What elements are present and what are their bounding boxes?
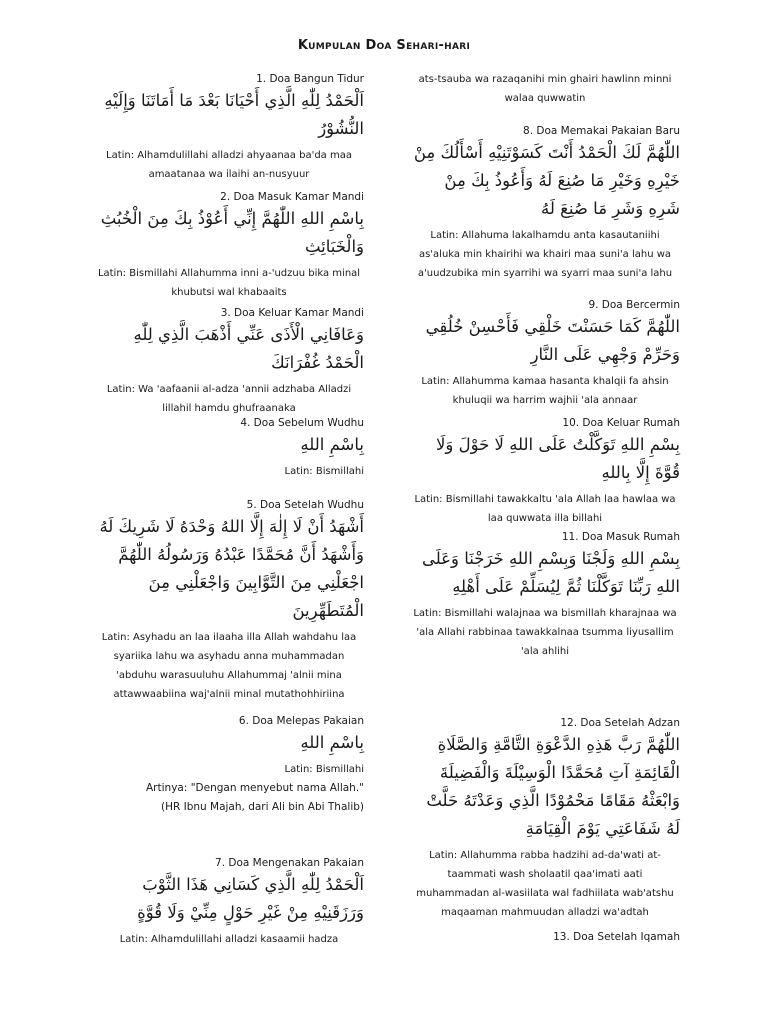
doa-latin: Latin: Bismillahi Allahumma inni a-'udzuu bika minal khubutsi wal khabaaits — [97, 268, 361, 298]
doa-heading: 3. Doa Keluar Kamar Mandi — [220, 307, 364, 319]
doa-latin: Latin: Allahumma rabba hadzihi ad-da'wati at-taammati wash sholaatil qaa'imati aati muhammadan al-wasiilata wal fadhiilata wab'atshu maqaaman mahmuudan alladzi wa'adtah — [416, 850, 674, 918]
doa-arabic: بِسْمِ اللهِ وَلَجْنَا وَبِسْمِ اللهِ خَرَجْنَا وَعَلَى اللهِ رَبِّنَا تَوَكَّلْنَا ثُمَّ لِيُسَلِّمْ عَلَى أَهْلِهِ — [421, 549, 680, 596]
doa-entry-13 — [410, 930, 680, 944]
doa-entry-4 — [94, 416, 364, 481]
doa-heading: 13. Doa Setelah Iqamah — [553, 931, 680, 943]
doa-arabic: اللّٰهُمَّ رَبَّ هَذِهِ الدَّعْوَةِ التَّامَّةِ وَالصَّلَاةِ الْقَائِمَةِ آتِ مُحَمَّدًا الْوَسِيْلَةَ وَالْفَضِيلَةَ وَابْعَثْهُ مَقَامًا مَحْمُوْدًا الَّذِي وَعَدْتَهُ حَلَّتْ لَهُ شَفَاعَتِي يَوْمَ الْقِيَامَةِ — [426, 735, 680, 838]
doa-arabic: بِاسْمِ اللهِ اللّٰهُمَّ إِنِّي أَعُوْذُ بِكَ مِنَ الْخُبُثِ وَالْخَبَائِثِ — [100, 209, 364, 256]
doa-entry-3 — [94, 306, 364, 418]
doa-latin: Latin: Alhamdulillahi alladzi ahyaanaa ba'da maa amaatanaa wa ilaihi an-nusyuur — [106, 150, 352, 180]
doa-entry-6 — [94, 714, 364, 817]
doa-heading: 6. Doa Melepas Pakaian — [238, 715, 364, 727]
doa-latin: Latin: Bismillahi tawakkaltu 'ala Allah laa hawlaa wa laa quwwata illa billahi — [414, 494, 676, 524]
doa-entry-2 — [94, 190, 364, 302]
doa-heading: 2. Doa Masuk Kamar Mandi — [220, 191, 364, 203]
doa-entry-7-continued — [410, 70, 680, 108]
doa-heading: 4. Doa Sebelum Wudhu — [240, 417, 364, 429]
doa-entry-7 — [94, 856, 364, 949]
doa-arabic: أَشْهَدُ أَنْ لَا إِلٰهَ إِلَّا اللهُ وَحْدَهُ لَا شَرِيكَ لَهُ وَأَشْهَدُ أَنَّ مُحَمَّدًا عَبْدُهُ وَرَسُولُهُ اللّٰهُمَّ اجْعَلْنِي مِنَ التَّوَّابِينَ وَاجْعَلْنِي مِنَ الْمُتَطَهِّرِينَ — [99, 517, 364, 620]
doa-heading: 11. Doa Masuk Rumah — [561, 531, 680, 543]
doa-entry-11 — [410, 530, 680, 661]
doa-arabic: وَعَافَانِي الْأَذَى عَنِّي أَذْهَبَ الَّذِي لِلّٰهِ الْحَمْدُ غُفْرَانَكَ — [133, 325, 364, 372]
doa-entry-10 — [410, 416, 680, 528]
doa-latin: ats-tsauba wa razaqanihi min ghairi hawlinn minni walaa quwwatin — [418, 74, 672, 104]
doa-latin: Latin: Bismillahi walajnaa wa bismillah kharajnaa wa 'ala Allahi rabbinaa tawakkalnaa tsumma liyusallim 'ala ahlihi — [413, 608, 677, 657]
doa-arabic: بِاسْمِ اللهِ — [300, 733, 364, 752]
doa-source: (HR Ibnu Majah, dari Ali bin Abi Thalib) — [160, 801, 364, 813]
doa-latin: Latin: Wa 'aafaanii al-adza 'annii adzhaba Alladzi lillahil hamdu ghufraanaka — [106, 384, 352, 414]
doa-latin: Latin: Asyhadu an laa ilaaha illa Allah wahdahu laa syariika lahu wa asyhadu anna muhammadan 'abduhu warasuuluhu Allahummaj 'alnii mina attawwaabiina waj'alnii minal mutathohhiriina — [101, 632, 357, 700]
doa-heading: 9. Doa Bercermin — [588, 299, 680, 311]
doa-arabic: اَلْحَمْدُ لِلّٰهِ الَّذِي كَسَانِي هَذَا الثَّوْبَ وَرَزَقَنِيْهِ مِنْ غَيْرِ حَوْلٍ مِنِّيْ وَلَا قُوَّةٍ — [137, 875, 364, 922]
doa-latin: Latin: Bismillahi — [284, 466, 364, 477]
doa-entry-9 — [410, 298, 680, 410]
doa-latin: Latin: Bismillahi — [284, 764, 364, 775]
doa-arabic: اللّٰهُمَّ كَمَا حَسَنْتَ خَلْقِي فَأَحْسِنْ خُلُقِي وَحَرِّمْ وَجْهِي عَلَى النَّارِ — [425, 317, 680, 364]
doa-latin: Latin: Allahuma lakalhamdu anta kasautaniihi as'aluka min khairihi wa khairi maa suni'a lahu wa a'uudzubika min syarrihi wa syarri maa suni'a lahu — [417, 230, 673, 279]
doa-heading: 5. Doa Setelah Wudhu — [246, 499, 364, 511]
doa-arabic: اَلْحَمْدُ لِلّٰهِ الَّذِي أَحْيَانَا بَعْدَ مَا أَمَاتَنَا وَإِلَيْهِ النُّشُوْرُ — [104, 91, 364, 138]
doa-latin: Latin: Allahumma kamaa hasanta khalqii fa ahsin khuluqii wa harrim wajhii 'ala annaar — [421, 376, 669, 406]
doa-heading: 8. Doa Memakai Pakaian Baru — [523, 125, 680, 137]
doa-arabic: اللّٰهُمَّ لَكَ الْحَمْدُ أَنْتَ كَسَوْتَنِيْهِ أَسْأَلُكَ مِنْ خَيْرِهِ وَخَيْرِ مَا صُنِعَ لَهُ وَأَعُوذُ بِكَ مِنْ شَرِهِ وَشَرِ مَا صُنِعَ لَهُ — [413, 143, 680, 218]
doa-heading: 10. Doa Keluar Rumah — [562, 417, 680, 429]
doa-meaning: Artinya: "Dengan menyebut nama Allah." — [146, 782, 364, 794]
doa-entry-5 — [94, 498, 364, 704]
doa-arabic: بِاسْمِ اللهِ — [300, 435, 364, 454]
doa-latin: Latin: Alhamdulillahi alladzi kasaamii hadza — [119, 934, 339, 945]
doa-heading: 7. Doa Mengenakan Pakaian — [215, 857, 364, 869]
doa-arabic: بِسْمِ اللهِ تَوَكَّلْتُ عَلَى اللهِ لَا حَوْلَ وَلَا قُوَّةَ إِلَّا بِاللهِ — [435, 435, 680, 482]
doa-heading: 1. Doa Bangun Tidur — [256, 73, 364, 85]
doa-entry-8 — [410, 124, 680, 283]
doa-heading: 12. Doa Setelah Adzan — [560, 717, 680, 729]
doa-entry-1 — [94, 72, 364, 184]
doa-entry-12 — [410, 716, 680, 922]
page-title: Kumpulan Doa Sehari-hari — [297, 38, 471, 53]
